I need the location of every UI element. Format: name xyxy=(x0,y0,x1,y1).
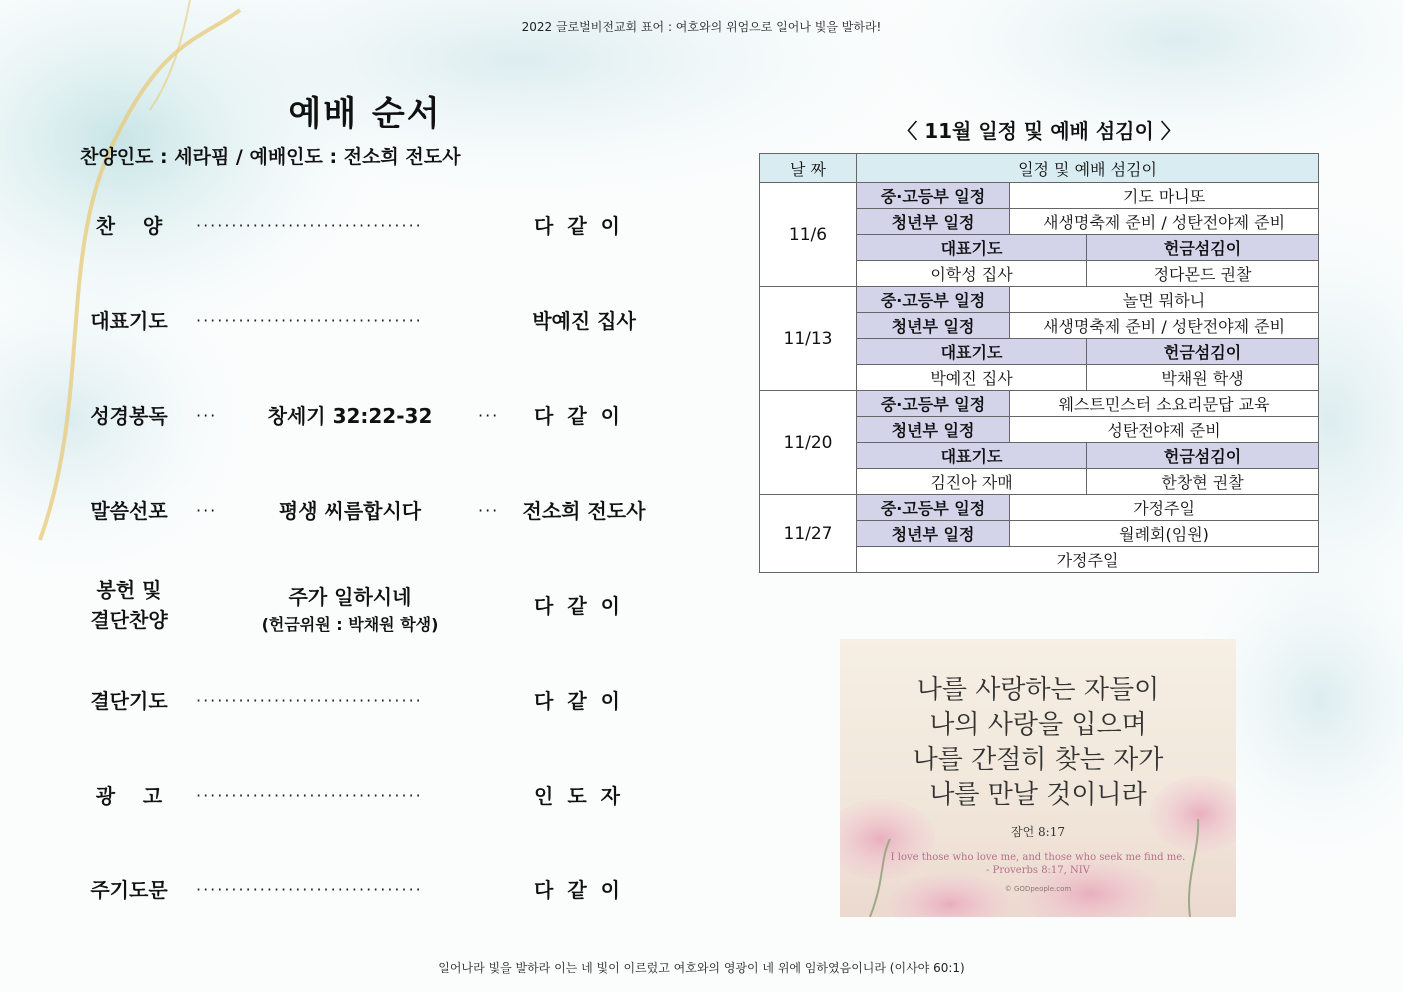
week-date: 11/20 xyxy=(760,391,857,495)
youth-schedule: 웨스트민스터 소요리문답 교육 xyxy=(1010,391,1319,417)
schedule-table xyxy=(759,153,1319,573)
table-row xyxy=(760,287,1319,313)
label-prayer: 대표기도 xyxy=(857,339,1087,365)
label-youth: 중·고등부 일정 xyxy=(857,183,1010,209)
order-item-sermon xyxy=(80,495,660,555)
prayer-person: 김진아 자매 xyxy=(857,469,1087,495)
young-adult-schedule: 새생명축제 준비 / 성탄전야제 준비 xyxy=(1010,313,1319,339)
dot-leader: ································ xyxy=(196,880,423,899)
label-prayer: 대표기도 xyxy=(857,235,1087,261)
verse-text xyxy=(840,673,1236,813)
order-item-lords-prayer xyxy=(80,874,660,934)
verse-english-reference: - Proverbs 8:17, NIV xyxy=(986,865,1090,876)
order-item-leader: 다같이 xyxy=(534,689,634,713)
order-item-name: 찬 양 xyxy=(95,214,163,238)
order-item-leader: 박예진 집사 xyxy=(532,309,636,333)
offering-person: 한창현 권찰 xyxy=(1087,469,1319,495)
order-item-name: 대표기도 xyxy=(90,309,168,333)
bible-verse-card xyxy=(840,639,1236,917)
order-item-leader: 다같이 xyxy=(534,214,634,238)
order-item-leader: 다같이 xyxy=(534,878,634,902)
label-young-adult: 청년부 일정 xyxy=(857,521,1010,547)
worship-leaders: 찬양인도 : 세라핌 / 예배인도 : 전소희 전도사 xyxy=(80,146,461,168)
order-item-offering-hymn xyxy=(80,575,660,645)
verse-line: 나를 만날 것이니라 xyxy=(929,780,1147,810)
ellipsis: ··· xyxy=(478,406,500,425)
order-item-scripture-reading xyxy=(80,400,660,460)
table-header xyxy=(760,154,1319,183)
prayer-person: 박예진 집사 xyxy=(857,365,1087,391)
ellipsis: ··· xyxy=(196,406,218,425)
schedule-title: 〈 11월 일정 및 예배 섬김이 〉 xyxy=(897,119,1181,143)
order-item-representative-prayer xyxy=(80,305,660,365)
dot-leader: ································ xyxy=(196,311,423,330)
youth-schedule: 기도 마니또 xyxy=(1010,183,1319,209)
week-date: 11/6 xyxy=(760,183,857,287)
order-item-name: 결단기도 xyxy=(90,689,168,713)
table-row xyxy=(760,183,1319,209)
label-young-adult: 청년부 일정 xyxy=(857,313,1010,339)
header-date: 날 짜 xyxy=(760,154,857,183)
table-row xyxy=(760,391,1319,417)
label-offering: 헌금섬김이 xyxy=(1087,235,1319,261)
dot-leader: ································ xyxy=(196,691,423,710)
order-item-name-line2: 결단찬양 xyxy=(90,608,168,632)
week-date: 11/13 xyxy=(760,287,857,391)
offering-person: 박채원 학생 xyxy=(1087,365,1319,391)
label-offering: 헌금섬김이 xyxy=(1087,443,1319,469)
order-item-name: 성경봉독 xyxy=(90,404,168,428)
verse-english xyxy=(840,851,1236,877)
order-item-leader: 전소희 전도사 xyxy=(522,499,646,523)
label-prayer: 대표기도 xyxy=(857,443,1087,469)
hymn-detail xyxy=(230,581,470,635)
sermon-title: 평생 씨름합시다 xyxy=(278,499,422,523)
verse-line: 나를 사랑하는 자들이 xyxy=(916,675,1160,705)
order-item-name xyxy=(80,575,178,635)
label-youth: 중·고등부 일정 xyxy=(857,391,1010,417)
order-item-leader: 다같이 xyxy=(534,404,634,428)
ellipsis: ··· xyxy=(196,501,218,520)
dot-leader: ································ xyxy=(196,786,423,805)
order-item-name-line1: 봉헌 및 xyxy=(96,578,162,602)
verse-english-text: I love those who love me, and those who seek me find me. xyxy=(890,852,1186,863)
verse-reference: 잠언 8:17 xyxy=(1011,825,1065,839)
young-adult-schedule: 새생명축제 준비 / 성탄전야제 준비 xyxy=(1010,209,1319,235)
header-schedule: 일정 및 예배 섬김이 xyxy=(857,154,1319,183)
label-youth: 중·고등부 일정 xyxy=(857,287,1010,313)
order-item-name: 말씀선포 xyxy=(90,499,168,523)
verse-line: 나를 간절히 찾는 자가 xyxy=(912,745,1164,775)
hymn-title: 주가 일하시네 xyxy=(288,585,412,609)
order-item-leader: 다같이 xyxy=(534,594,634,618)
order-item-leader: 인도자 xyxy=(534,784,634,808)
verse-line: 나의 사랑을 입으며 xyxy=(929,710,1147,740)
order-item-name: 주기도문 xyxy=(90,878,168,902)
young-adult-schedule: 월례회(임원) xyxy=(1010,521,1319,547)
label-young-adult: 청년부 일정 xyxy=(857,209,1010,235)
order-item-name: 광 고 xyxy=(95,784,163,808)
church-motto: 2022 글로벌비전교회 표어 : 여호와의 위엄으로 일어나 빛을 발하라! xyxy=(521,20,882,34)
order-title: 예배 순서 xyxy=(288,94,442,134)
label-young-adult: 청년부 일정 xyxy=(857,417,1010,443)
order-item-praise xyxy=(80,210,660,270)
label-offering: 헌금섬김이 xyxy=(1087,339,1319,365)
order-item-announcements xyxy=(80,780,660,840)
order-item-closing-prayer xyxy=(80,685,660,745)
week-date: 11/27 xyxy=(760,495,857,573)
young-adult-schedule: 성탄전야제 준비 xyxy=(1010,417,1319,443)
youth-schedule: 가정주일 xyxy=(1010,495,1319,521)
week-note: 가정주일 xyxy=(857,547,1319,573)
prayer-person: 이학성 집사 xyxy=(857,261,1087,287)
scripture-passage: 창세기 32:22-32 xyxy=(267,404,433,428)
label-youth: 중·고등부 일정 xyxy=(857,495,1010,521)
table-row xyxy=(760,495,1319,521)
image-credit: © GODpeople.com xyxy=(1004,885,1072,893)
ellipsis: ··· xyxy=(478,501,500,520)
offering-person: 정다몬드 권찰 xyxy=(1087,261,1319,287)
youth-schedule: 놀면 뭐하니 xyxy=(1010,287,1319,313)
dot-leader: ································ xyxy=(196,216,423,235)
footer-verse: 일어나라 빛을 발하라 이는 네 빛이 이르렀고 여호와의 영광이 네 위에 임하였음이니라 (이사야 60:1) xyxy=(438,961,965,975)
offering-committee: (헌금위원 : 박채원 학생) xyxy=(261,615,439,634)
